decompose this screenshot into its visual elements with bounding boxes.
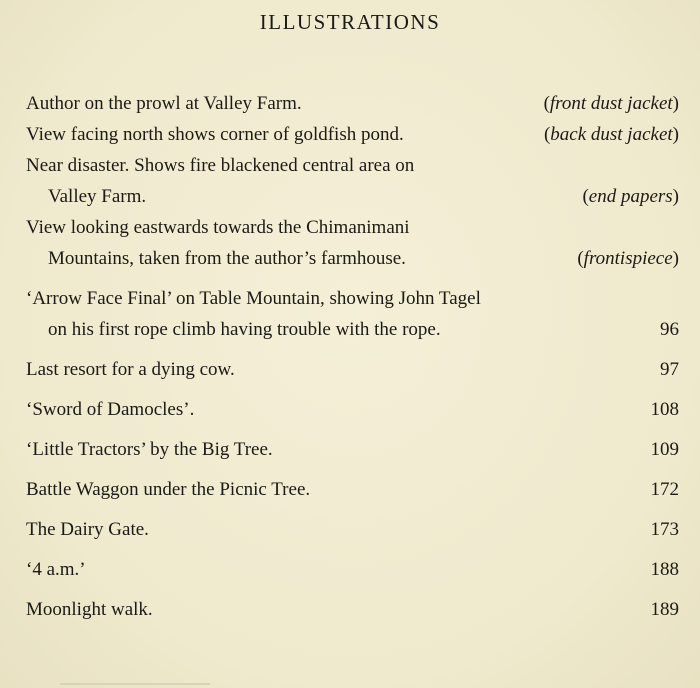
entry-page-number: 172 [650, 479, 679, 500]
entry-line [26, 119, 679, 150]
entry-location: (front dust jacket) [543, 93, 679, 114]
entry-location-text: end papers [588, 186, 673, 207]
illustration-entry [26, 594, 679, 625]
entry-line [26, 314, 679, 345]
illustration-entry [26, 88, 679, 119]
entry-caption: The Dairy Gate. [26, 519, 149, 540]
entry-page-number: 189 [650, 599, 679, 620]
entry-caption-continued: Valley Farm. [48, 186, 147, 207]
entry-line [26, 243, 679, 274]
entry-line [26, 354, 679, 385]
entry-caption: View facing north shows corner of goldfish pond. [26, 124, 404, 145]
entry-line [26, 394, 679, 425]
illustration-entry [26, 283, 679, 345]
entry-caption: ‘Arrow Face Final’ on Table Mountain, showing John Tagel [26, 288, 481, 309]
page-title: ILLUSTRATIONS [259, 10, 441, 34]
entry-caption: Author on the prowl at Valley Farm. [26, 93, 302, 114]
entry-caption: Near disaster. Shows fire blackened central area on [26, 155, 415, 176]
illustration-entry [26, 119, 679, 150]
entry-page-number: 173 [650, 519, 679, 540]
illustration-entry [26, 554, 679, 585]
entry-caption: ‘4 a.m.’ [26, 559, 86, 580]
entry-line [26, 88, 679, 119]
entry-caption-continued: Mountains, taken from the author’s farmhouse. [48, 248, 406, 269]
page-smudge [60, 683, 210, 685]
entry-caption: Last resort for a dying cow. [26, 359, 235, 380]
entry-caption: Battle Waggon under the Picnic Tree. [26, 479, 311, 500]
entry-caption-continued: on his first rope climb having trouble with the rope. [48, 319, 441, 340]
entry-caption: View looking eastwards towards the Chimanimani [26, 217, 410, 238]
entry-line [26, 150, 679, 181]
entry-location-text: frontispiece [583, 248, 673, 269]
illustration-entry [26, 434, 679, 465]
entry-location-text: front dust jacket [549, 93, 673, 114]
illustration-entry [26, 212, 679, 274]
entry-line [26, 554, 679, 585]
illustration-entry [26, 150, 679, 212]
entry-location: (frontispiece) [577, 248, 679, 269]
entry-caption: Moonlight walk. [26, 599, 153, 620]
entry-page-number: 188 [650, 559, 679, 580]
entry-page-number: 96 [660, 319, 679, 340]
illustration-entry [26, 354, 679, 385]
entry-location: (end papers) [582, 186, 679, 207]
illustration-entry [26, 474, 679, 505]
illustration-entry [26, 514, 679, 545]
entry-line [26, 434, 679, 465]
entry-page-number: 109 [650, 439, 679, 460]
entry-line [26, 514, 679, 545]
entry-line [26, 594, 679, 625]
entry-caption: ‘Little Tractors’ by the Big Tree. [26, 439, 273, 460]
illustration-entry [26, 394, 679, 425]
entry-caption: ‘Sword of Damocles’. [26, 399, 195, 420]
entry-line [26, 283, 679, 314]
entry-line [26, 212, 679, 243]
entry-line [26, 474, 679, 505]
entry-location-text: back dust jacket [550, 124, 673, 145]
entry-page-number: 97 [660, 359, 679, 380]
entry-location: (back dust jacket) [543, 124, 679, 145]
entry-page-number: 108 [650, 399, 679, 420]
illustrations-list [26, 88, 679, 625]
entry-line [26, 181, 679, 212]
